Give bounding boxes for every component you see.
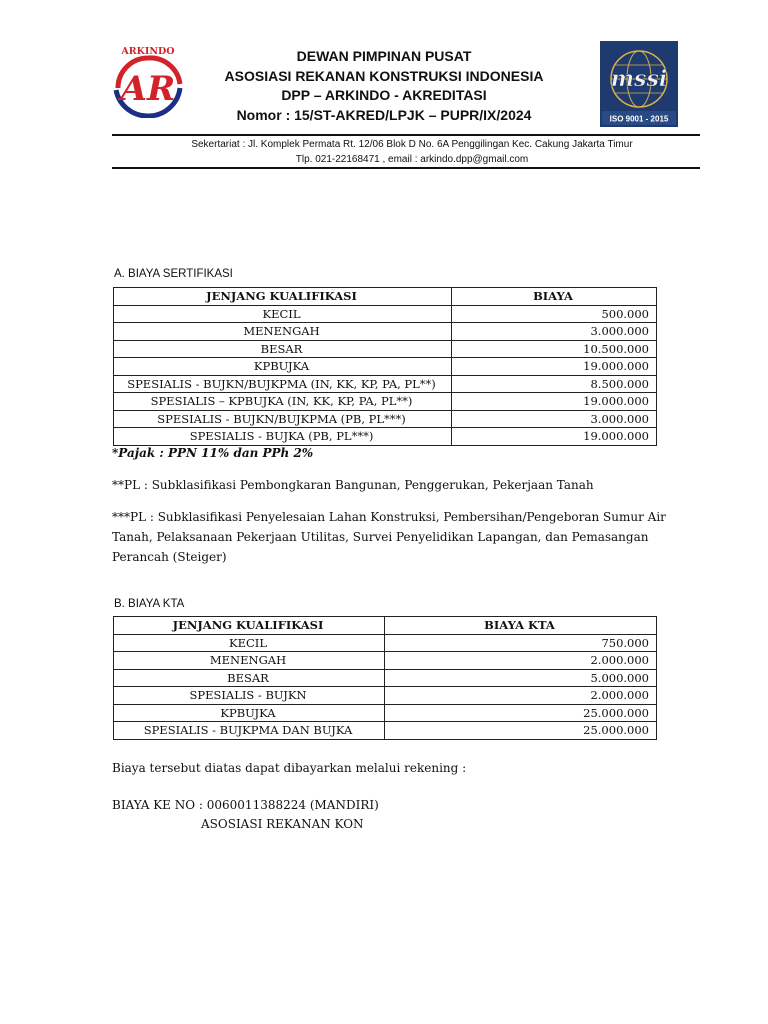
fee-cell: 750.000 [385, 634, 657, 652]
iso-badge-logo [600, 41, 678, 127]
pl3-footnote-line: Perancah (Steiger) [112, 550, 227, 564]
qualification-cell: KPBUJKA [114, 704, 385, 722]
org-line-3: DPP – ARKINDO - AKREDITASI [281, 87, 487, 103]
fee-cell: 8.500.000 [452, 375, 657, 393]
table-row [114, 305, 657, 323]
section-a-title: A. BIAYA SERTIFIKASI [114, 268, 233, 280]
letterhead-title-block [200, 47, 568, 125]
address-block [112, 137, 712, 167]
address-line: Sekertariat : Jl. Komplek Permata Rt. 12/06 Blok D No. 6A Penggilingan Kec. Cakung Jakarta Timur [191, 139, 633, 150]
arkindo-logo-mark: AR [120, 69, 176, 109]
section-b-title: B. BIAYA KTA [114, 598, 185, 610]
pl3-footnote [112, 507, 666, 567]
pl3-footnote-line: Tanah, Pelaksanaan Pekerjaan Utilitas, Survei Penyelidikan Lapangan, dan Pemasangan [112, 530, 649, 544]
header-rule-top [112, 134, 700, 136]
column-header-fee: BIAYA [452, 288, 657, 306]
table-row [114, 393, 657, 411]
table-row [114, 410, 657, 428]
fee-cell: 10.500.000 [452, 340, 657, 358]
table-row [114, 652, 657, 670]
letterhead [0, 0, 768, 175]
qualification-cell: SPESIALIS - BUJKN/BUJKPMA (PB, PL***) [114, 410, 452, 428]
fee-cell: 19.000.000 [452, 393, 657, 411]
column-header-qualification: JENJANG KUALIFIKASI [114, 617, 385, 635]
fee-cell: 25.000.000 [385, 722, 657, 740]
fee-cell: 2.000.000 [385, 652, 657, 670]
table-row [114, 375, 657, 393]
bank-account-line: BIAYA KE NO : 0060011388224 (MANDIRI) [112, 798, 379, 812]
qualification-cell: KECIL [114, 305, 452, 323]
table-row [114, 722, 657, 740]
payment-intro: Biaya tersebut diatas dapat dibayarkan melalui rekening : [112, 761, 467, 775]
qualification-cell: KPBUJKA [114, 358, 452, 376]
arkindo-logo-text: ARKINDO [121, 46, 175, 57]
iso-badge-caption: ISO 9001 - 2015 [609, 114, 669, 124]
qualification-cell: MENENGAH [114, 323, 452, 341]
contact-line: Tlp. 021-22168471 , email : arkindo.dpp@gmail.com [295, 154, 529, 165]
header-rule-bottom [112, 167, 700, 169]
qualification-cell: SPESIALIS - BUJKPMA DAN BUJKA [114, 722, 385, 740]
fee-cell: 2.000.000 [385, 687, 657, 705]
fee-cell: 25.000.000 [385, 704, 657, 722]
certification-fee-table [113, 287, 657, 446]
pl2-footnote: **PL : Subklasifikasi Pembongkaran Bangunan, Penggerukan, Pekerjaan Tanah [112, 478, 594, 492]
fee-cell: 3.000.000 [452, 323, 657, 341]
kta-fee-table [113, 616, 657, 740]
fee-cell: 500.000 [452, 305, 657, 323]
account-holder: ASOSIASI REKANAN KON [201, 817, 364, 831]
pl3-footnote-line: ***PL : Subklasifikasi Penyelesaian Lahan Konstruksi, Pembersihan/Pengeboran Sumur Air [112, 510, 666, 524]
fee-cell: 19.000.000 [452, 358, 657, 376]
table-row [114, 669, 657, 687]
qualification-cell: KECIL [114, 634, 385, 652]
org-line-1: DEWAN PIMPINAN PUSAT [296, 48, 472, 64]
qualification-cell: BESAR [114, 340, 452, 358]
fee-cell: 19.000.000 [452, 428, 657, 446]
table-header-row [114, 288, 657, 306]
qualification-cell: SPESIALIS – KPBUJKA (IN, KK, KP, PA, PL**) [114, 393, 452, 411]
table-row [114, 358, 657, 376]
qualification-cell: BESAR [114, 669, 385, 687]
qualification-cell: SPESIALIS - BUJKN [114, 687, 385, 705]
table-row [114, 634, 657, 652]
table-row [114, 687, 657, 705]
column-header-kta-fee: BIAYA KTA [385, 617, 657, 635]
qualification-cell: SPESIALIS - BUJKA (PB, PL***) [114, 428, 452, 446]
tax-note: *Pajak : PPN 11% dan PPh 2% [112, 446, 314, 460]
qualification-cell: MENENGAH [114, 652, 385, 670]
fee-cell: 3.000.000 [452, 410, 657, 428]
table-row [114, 323, 657, 341]
table-header-row [114, 617, 657, 635]
org-line-2: ASOSIASI REKANAN KONSTRUKSI INDONESIA [224, 67, 544, 84]
iso-badge-mark: mssi [610, 66, 668, 92]
document-number: Nomor : 15/ST-AKRED/LPJK – PUPR/IX/2024 [236, 106, 532, 123]
column-header-qualification: JENJANG KUALIFIKASI [114, 288, 452, 306]
fee-cell: 5.000.000 [385, 669, 657, 687]
table-row [114, 704, 657, 722]
table-row [114, 340, 657, 358]
arkindo-logo [108, 44, 188, 118]
qualification-cell: SPESIALIS - BUJKN/BUJKPMA (IN, KK, KP, PA, PL**) [114, 375, 452, 393]
